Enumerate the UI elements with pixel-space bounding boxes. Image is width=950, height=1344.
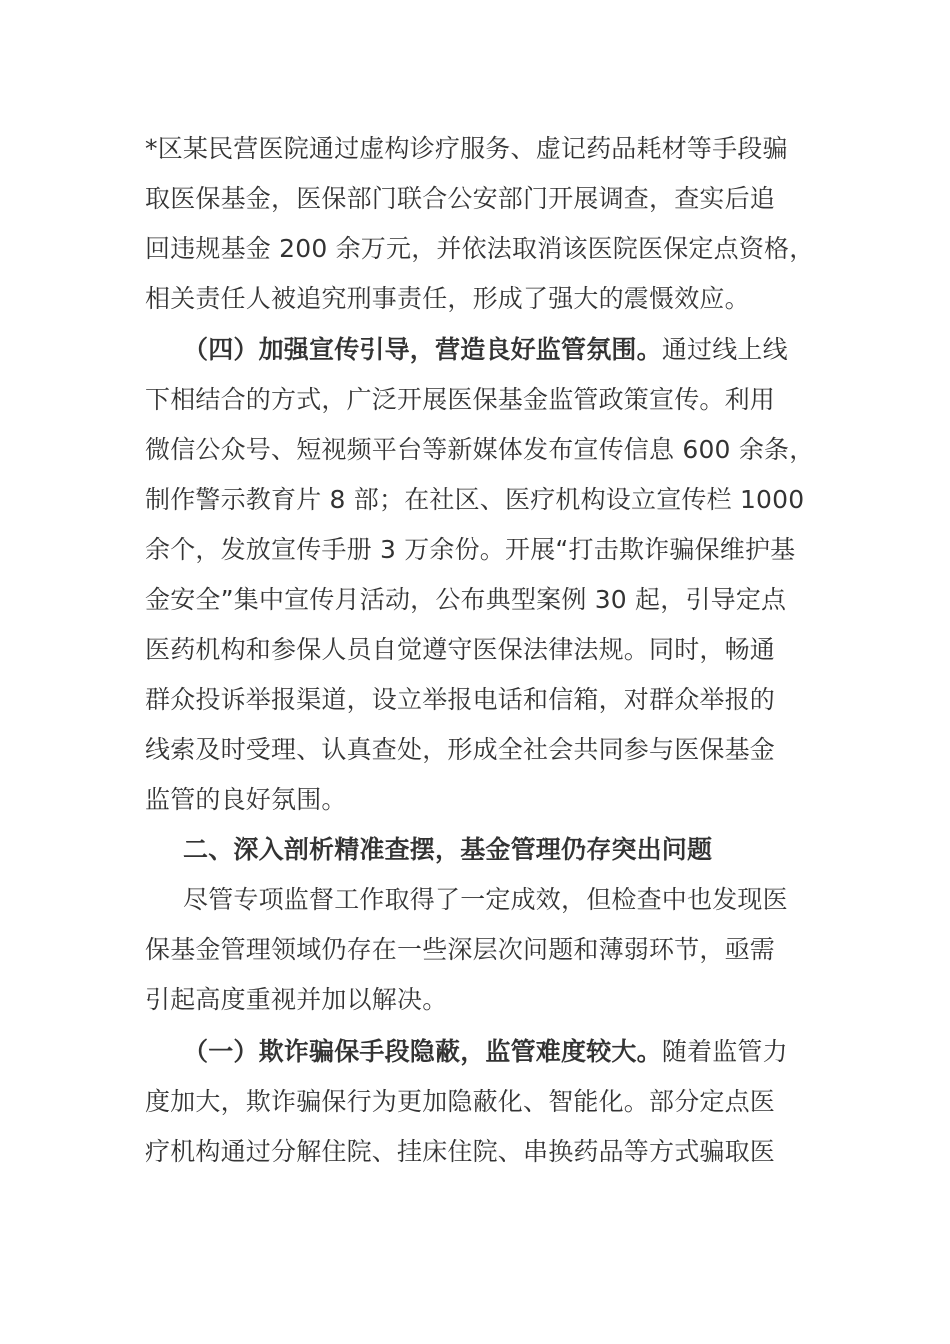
paragraph-line: 尽管专项监督工作取得了一定成效，但检查中也发现医 <box>183 885 788 914</box>
paragraph-line: 度加大，欺诈骗保行为更加隐蔽化、智能化。部分定点医 <box>145 1087 776 1116</box>
section-4-first-line <box>183 335 788 365</box>
paragraph-line: *区某民营医院通过虚构诊疗服务、虚记药品耗材等手段骗 <box>145 134 788 163</box>
paragraph-line: 金安全”集中宣传月活动，公布典型案例 30 起，引导定点 <box>145 585 787 614</box>
paragraph-line: 微信公众号、短视频平台等新媒体发布宣传信息 600 余条， <box>145 435 815 464</box>
part-2-heading: 二、深入剖析精准查摆，基金管理仍存突出问题 <box>183 835 713 864</box>
subsection-1-first-line-text: 随着监管力 <box>661 1037 788 1066</box>
paragraph-line: 疗机构通过分解住院、挂床住院、串换药品等方式骗取医 <box>145 1137 776 1166</box>
paragraph-line: 相关责任人被追究刑事责任，形成了强大的震慑效应。 <box>145 284 750 313</box>
paragraph-line: 制作警示教育片 8 部；在社区、医疗机构设立宣传栏 1000 <box>145 485 805 514</box>
paragraph-line: 医药机构和参保人员自觉遵守医保法律法规。同时，畅通 <box>145 635 776 664</box>
subsection-1-first-line <box>183 1037 788 1067</box>
paragraph-line: 保基金管理领域仍存在一些深层次问题和薄弱环节，亟需 <box>145 935 776 964</box>
paragraph-line: 群众投诉举报渠道，设立举报电话和信箱，对群众举报的 <box>145 685 776 714</box>
section-4-first-line-text: 通过线上线 <box>661 335 788 364</box>
paragraph-line: 监管的良好氛围。 <box>145 785 347 814</box>
paragraph-line: 取医保基金，医保部门联合公安部门开展调查，查实后追 <box>145 184 776 213</box>
section-4-title: （四）加强宣传引导，营造良好监管氛围。 <box>183 335 662 364</box>
paragraph-line: 回违规基金 200 余万元，并依法取消该医院医保定点资格， <box>145 234 815 263</box>
paragraph-line: 线索及时受理、认真查处，形成全社会共同参与医保基金 <box>145 735 776 764</box>
paragraph-line: 引起高度重视并加以解决。 <box>145 985 448 1014</box>
paragraph-line: 下相结合的方式，广泛开展医保基金监管政策宣传。利用 <box>145 385 776 414</box>
subsection-1-title: （一）欺诈骗保手段隐蔽，监管难度较大。 <box>183 1037 662 1066</box>
paragraph-line: 余个，发放宣传手册 3 万余份。开展“打击欺诈骗保维护基 <box>145 535 796 564</box>
